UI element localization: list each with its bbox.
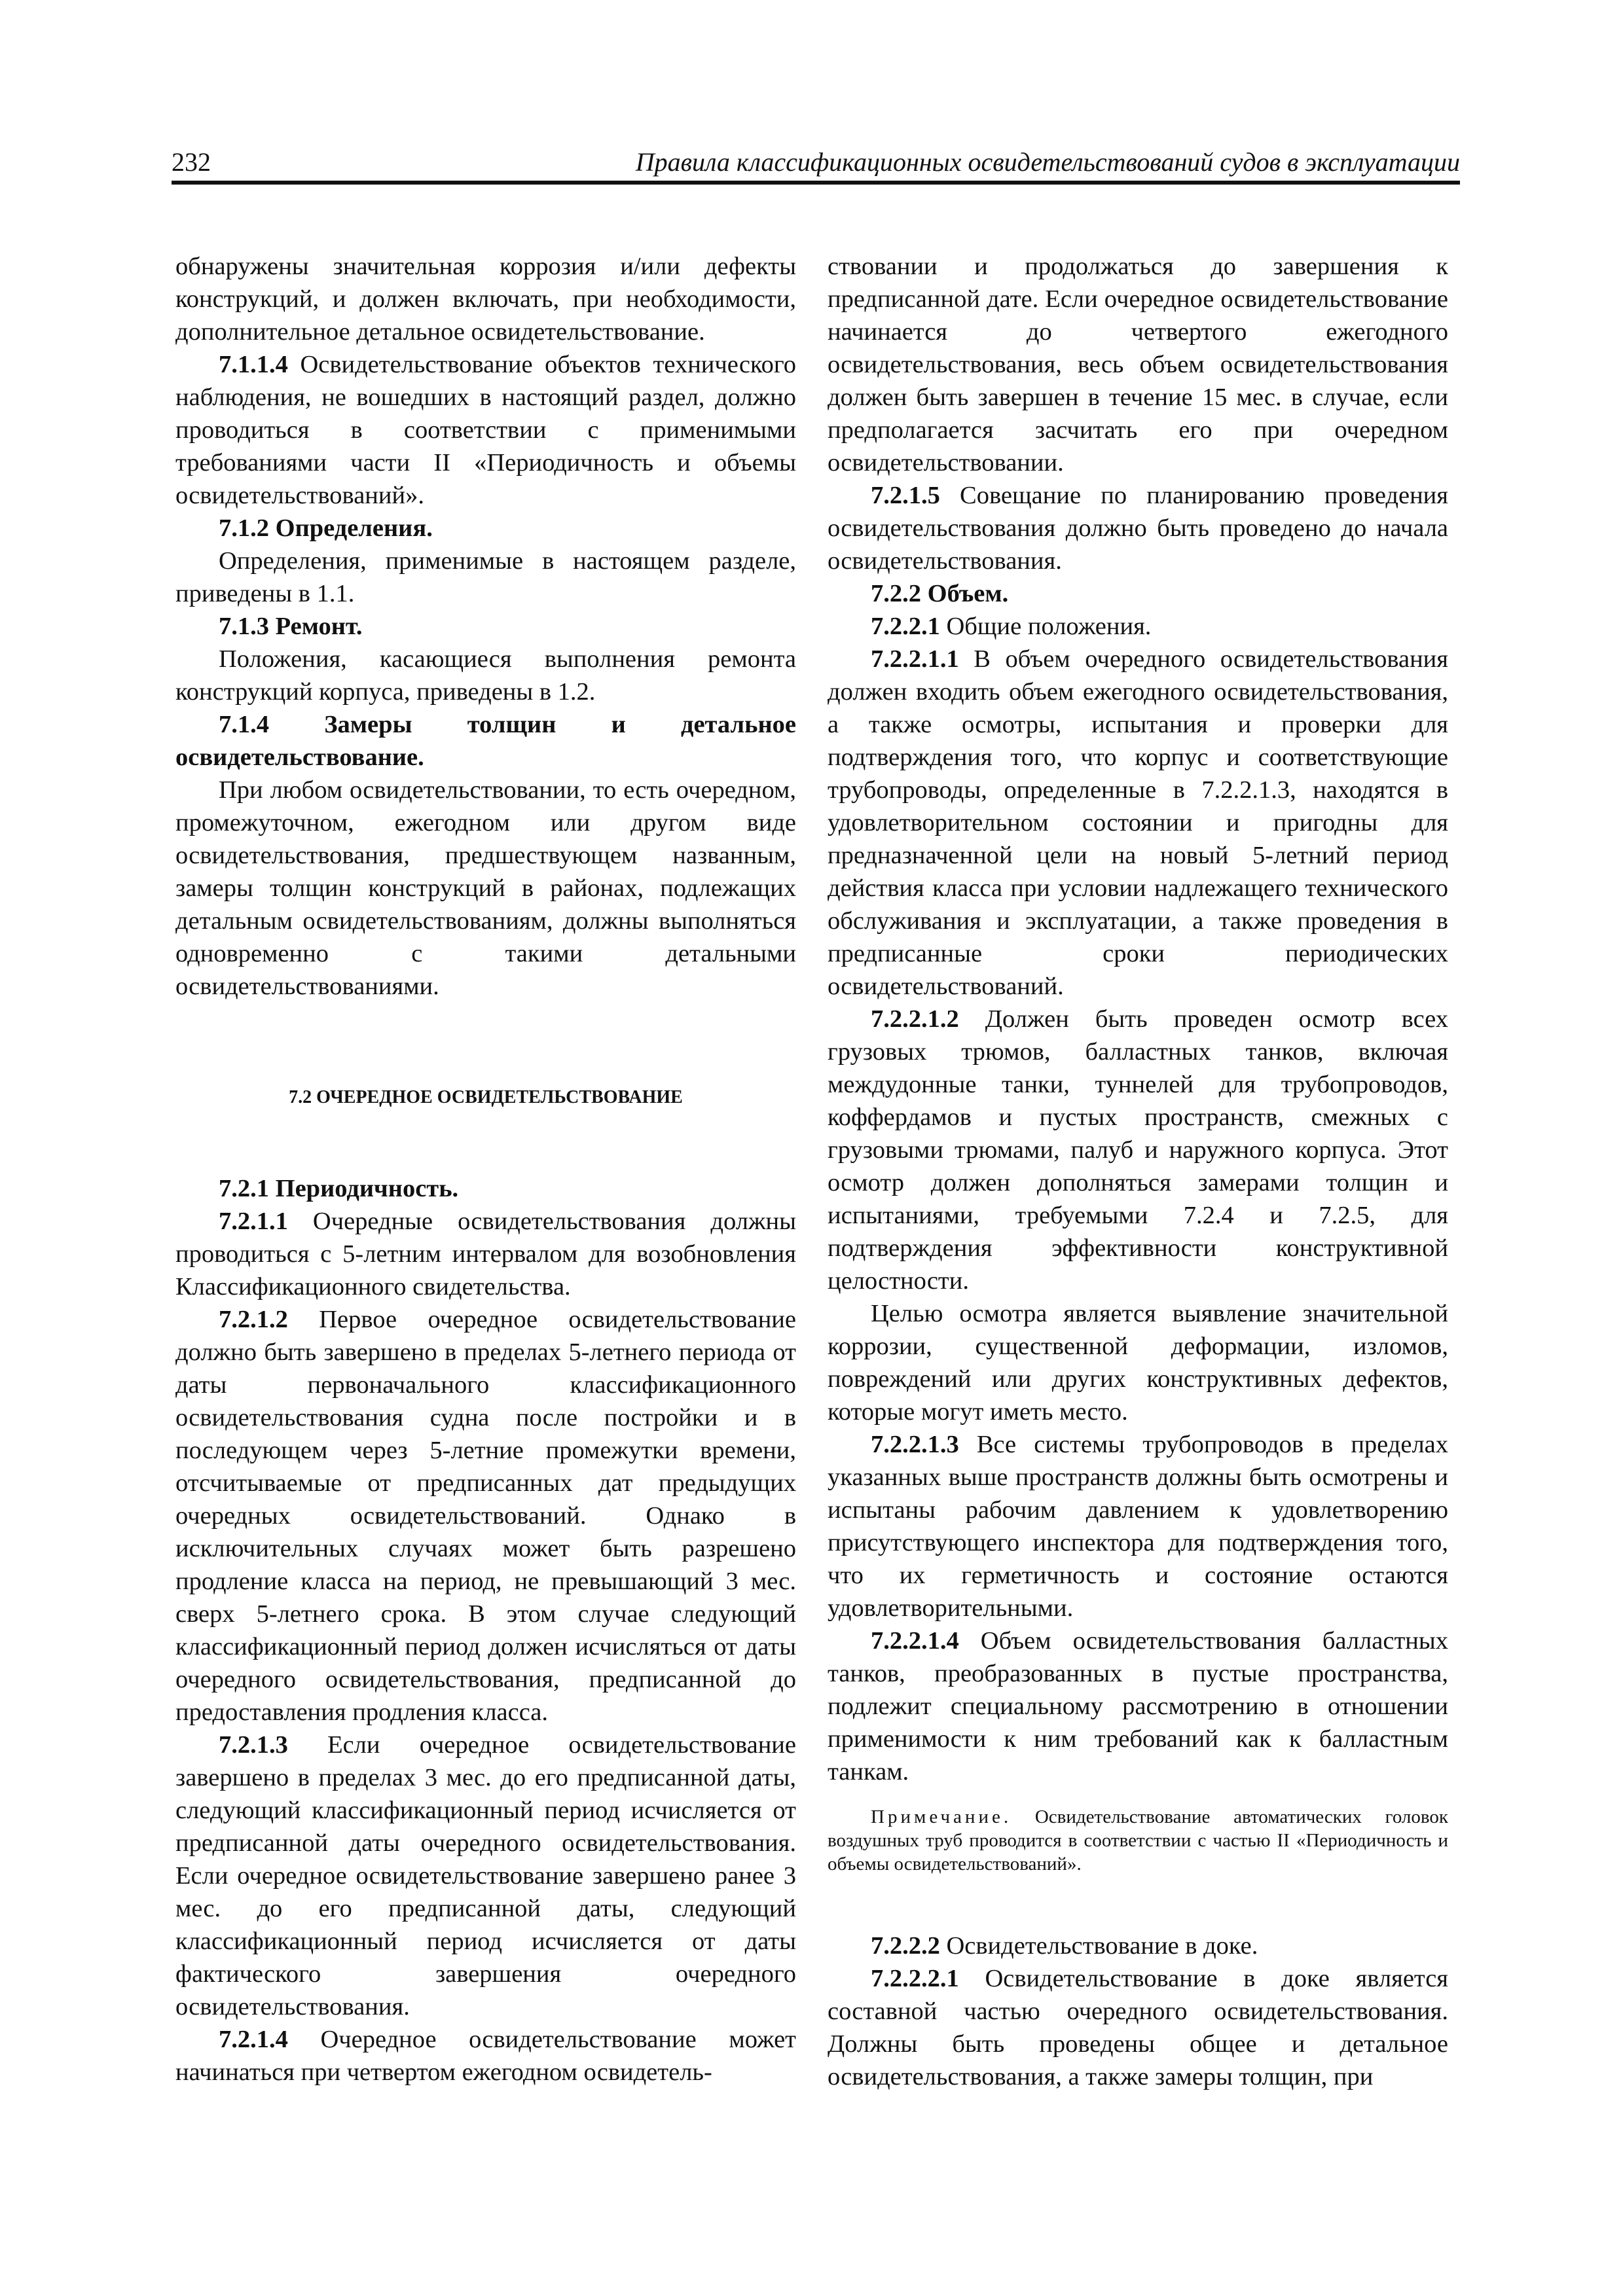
clause-number: 7.2.2.1.4 bbox=[871, 1627, 959, 1655]
note bbox=[828, 1805, 1448, 1876]
paragraph-7-2-1-1 bbox=[175, 1205, 796, 1303]
heading-7-1-3: 7.1.3 Ремонт. bbox=[219, 613, 363, 640]
section-title-7-2: 7.2 ОЧЕРЕДНОЕ ОСВИДЕТЕЛЬСТВОВАНИЕ bbox=[289, 1087, 683, 1107]
clause-number: 7.2.1.4 bbox=[219, 2026, 288, 2053]
paragraph-7-2-2-2 bbox=[828, 1929, 1448, 1962]
paragraph-7-2-1-2 bbox=[175, 1303, 796, 1729]
note-label: Примечание. bbox=[871, 1806, 1012, 1827]
clause-text: Общие положения. bbox=[939, 613, 1152, 640]
note-text: Освидетельствование автоматических головок воздушных труб проводится в соответствии с частью II «Периодичность и объемы освидетельствований». bbox=[828, 1806, 1448, 1874]
clause-text: Объем освидетельствования балластных танков, преобразованных в пустые пространства, подлежит специальному рассмотрению в отношении применимости к ним требований как к балластным танкам. bbox=[828, 1627, 1448, 1785]
clause-text: Совещание по планированию проведения освидетельствования должно быть проведено до начала освидетельствования. bbox=[828, 482, 1448, 575]
clause-number: 7.2.2.1.3 bbox=[871, 1431, 959, 1458]
clause-text: Все системы трубопроводов в пределах указанных выше пространств должны быть осмотрены и испытаны рабочим давлением к удовлетворению присутствующего инспектора для подтверждения того, что их герметичность и состояние остаются удовлетворительными. bbox=[828, 1431, 1448, 1622]
heading-7-1-2: 7.1.2 Определения. bbox=[219, 514, 433, 542]
paragraph-7-2-1-4 bbox=[175, 2023, 796, 2089]
running-title: Правила классификационных освидетельствований судов в эксплуатации bbox=[635, 147, 1460, 177]
paragraph-7-2-2-1 bbox=[828, 610, 1448, 643]
paragraph-7-2-2-1-1 bbox=[828, 643, 1448, 1003]
heading-7-1-4: 7.1.4 Замеры толщин и детальное освидетельствование. bbox=[175, 711, 796, 771]
page-number: 232 bbox=[172, 147, 211, 177]
left-column bbox=[175, 250, 796, 2089]
clause-text: Освидетельствование в доке является составной частью очередного освидетельствования. Должны быть проведены общее и детальное освидетельствования, а также замеры толщин, при bbox=[828, 1965, 1448, 2090]
paragraph-7-2-1-5 bbox=[828, 479, 1448, 577]
paragraph-continuation: обнаружены значительная коррозия и/или дефекты конструкций, и должен включать, при необходимости, дополнительное детальное освидетельствование. bbox=[175, 253, 796, 346]
clause-number: 7.2.1.3 bbox=[219, 1731, 288, 1759]
clause-text: Должен быть проведен осмотр всех грузовых трюмов, балластных танков, включая междудонные танки, туннелей для трубопроводов, коффердамов и пустых пространств, смежных с грузовыми трюмами, палуб и наружного корпуса. Этот осмотр должен дополняться замерами толщин и испытаниями, требуемыми 7.2.4 и 7.2.5, для подтверждения эффективности конструктивной целостности. bbox=[828, 1005, 1448, 1295]
clause-number: 7.2.1.1 bbox=[219, 1208, 288, 1235]
clause-number: 7.2.2.2 bbox=[871, 1932, 940, 1960]
clause-number: 7.2.1.2 bbox=[219, 1306, 288, 1333]
paragraph-7-2-2-1-4 bbox=[828, 1624, 1448, 1788]
paragraph-7-1-3: Положения, касающиеся выполнения ремонта конструкций корпуса, приведены в 1.2. bbox=[175, 645, 796, 706]
clause-number: 7.2.2.2.1 bbox=[871, 1965, 959, 1992]
right-column bbox=[828, 250, 1448, 2093]
heading-7-2-1: 7.2.1 Периодичность. bbox=[219, 1175, 459, 1202]
paragraph-goal: Целью осмотра является выявление значительной коррозии, существенной деформации, изломов, повреждений или других конструктивных дефектов, которые могут иметь место. bbox=[828, 1300, 1448, 1426]
clause-text: Первое очередное освидетельствование должно быть завершено в пределах 5-летнего периода от даты первоначального классификационного освидетельствования судна после постройки и в последующем через 5-летние промежутки времени, отсчитываемые от предписанных дат предыдущих очередных освидетельствований. Однако в исключительных случаях может быть разрешено продление класса на период, не превышающий 3 мес. сверх 5-летнего срока. В этом случае следующий классификационный период должен исчисляться от даты очередного освидетельствования, предписанной до предоставления продления класса. bbox=[175, 1306, 796, 1726]
page-header bbox=[172, 144, 1460, 185]
paragraph-7-2-2-2-1 bbox=[828, 1962, 1448, 2093]
clause-text: Освидетельствование объектов технического наблюдения, не вошедших в настоящий раздел, должно проводиться в соответствии с применимыми требованиями части II «Периодичность и объемы освидетельствований». bbox=[175, 351, 796, 509]
clause-text: Очередные освидетельствования должны проводиться с 5-летним интервалом для возобновления Классификационного свидетельства. bbox=[175, 1208, 796, 1300]
clause-text: В объем очередного освидетельствования должен входить объем ежегодного освидетельствования, а также осмотры, испытания и проверки для подтверждения того, что корпус и соответствующие трубопроводы, определенные в 7.2.2.1.3, находятся в удовлетворительном состоянии и пригодны для предназначенной цели на новый 5-летний период действия класса при условии надлежащего технического обслуживания и эксплуатации, а также проведения в предписанные сроки периодических освидетельствований. bbox=[828, 645, 1448, 1000]
clause-text: Освидетельствование в доке. bbox=[939, 1932, 1258, 1960]
paragraph-7-1-1-4 bbox=[175, 348, 796, 512]
clause-number: 7.2.2.1 bbox=[871, 613, 940, 640]
paragraph-continuation: ствовании и продолжаться до завершения к предписанной дате. Если очередное освидетельствование начинается до четвертого ежегодного освидетельствования, весь объем освидетельствования должен быть завершен в течение 15 мес. в случае, если предполагается засчитать его при очередном освидетельствовании. bbox=[828, 253, 1448, 476]
clause-number: 7.2.1.5 bbox=[871, 482, 940, 509]
clause-number: 7.1.1.4 bbox=[219, 351, 288, 378]
clause-number: 7.2.2.1.1 bbox=[871, 645, 959, 673]
paragraph-7-1-4: При любом освидетельствовании, то есть очередном, промежуточном, ежегодном или другом виде освидетельствования, предшествующем названным, замеры толщин конструкций в районах, подлежащих детальным освидетельствованиям, должны выполняться одновременно с такими детальными освидетельствованиями. bbox=[175, 776, 796, 1000]
paragraph-7-1-2: Определения, применимые в настоящем разделе, приведены в 1.1. bbox=[175, 547, 796, 607]
paragraph-7-2-2-1-2 bbox=[828, 1003, 1448, 1297]
paragraph-7-2-2-1-3 bbox=[828, 1428, 1448, 1624]
heading-7-2-2: 7.2.2 Объем. bbox=[871, 580, 1009, 607]
clause-text: Если очередное освидетельствование завершено в пределах 3 мес. до его предписанной даты, следующий классификационный период исчисляется от предписанной даты очередного освидетельствования. Если очередное освидетельствование завершено ранее 3 мес. до его предписанной даты, следующий классификационный период исчисляется от даты фактического завершения очередного освидетельствования. bbox=[175, 1731, 796, 2020]
paragraph-7-2-1-3 bbox=[175, 1729, 796, 2023]
clause-number: 7.2.2.1.2 bbox=[871, 1005, 959, 1033]
clause-text: Очередное освидетельствование может начинаться при четвертом ежегодном освидетель- bbox=[175, 2026, 796, 2086]
